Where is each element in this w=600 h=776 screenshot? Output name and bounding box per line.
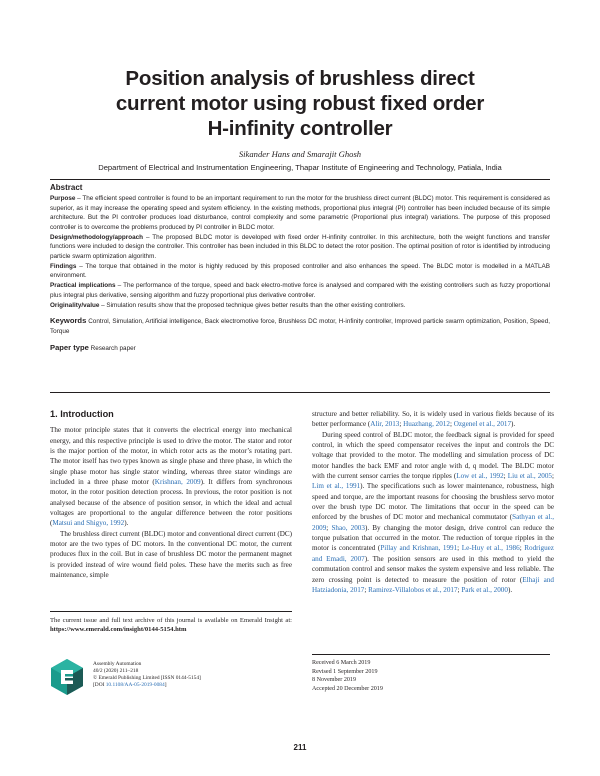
page-number: 211	[293, 743, 307, 752]
citation-link[interactable]: Shao, 2003	[331, 523, 365, 532]
sep: ;	[503, 472, 508, 481]
copyright: © Emerald Publishing Limited [ISSN 0144-5154]	[93, 675, 201, 682]
abstract-practical	[50, 281, 550, 300]
sep: ;	[552, 472, 554, 481]
journal-name: Assembly Automation	[93, 661, 142, 667]
abstract-originality	[50, 301, 550, 311]
findings-label: Findings	[50, 262, 77, 270]
design-label: Design/methodology/approach	[50, 233, 144, 241]
sep: ;	[519, 544, 525, 553]
date-received: Received 6 March 2019	[312, 660, 371, 666]
article-dates	[312, 659, 550, 693]
footnote-url-link[interactable]: https://www.emerald.com/insight/0144-5154.htm	[50, 626, 187, 634]
citation-link[interactable]: Low et al., 1992	[456, 472, 504, 481]
sep: ;	[326, 523, 332, 532]
citation-link[interactable]: Rodriguez and Emadi, 2007	[312, 544, 554, 563]
citation-link[interactable]: Alir, 2013	[370, 420, 400, 429]
right-column	[312, 409, 554, 595]
title-line-2: current motor using robust fixed order	[115, 92, 485, 115]
intro-paragraph-3	[312, 409, 554, 430]
originality-label: Originality/value	[50, 301, 100, 309]
intro-text: During speed control of BLDC motor, the feedback signal is provided for speed control, in which the speed compensator receives the input and controls the DC voltage that provided to the motor. The modelling and simulation process of DC motor handles the back EMF and rotor angle with d, q model. The BLDC motor with the current sensor carries the torque ripples (	[312, 430, 554, 481]
left-column	[50, 409, 292, 581]
journal-volume: 40/2 (2020) 211–218	[93, 668, 139, 675]
keywords-text: Control, Simulation, Artificial intelligence, Back electromotive force, Brushless DC motor, H-infinity controller, Improved particle swarm optimization, Position, Speed, Torque	[50, 318, 550, 335]
date-accepted: Accepted 20 December 2019	[312, 685, 383, 692]
footnote-rule	[50, 611, 292, 612]
sep: ;	[399, 420, 404, 429]
publication-info	[93, 661, 293, 689]
intro-text: ). It differs from synchronous motor, in the rotor position detection process. In previous, the rotor position is not analysed because of the absence of position sensor, in which the ideal and actual voltages are proportional to the angular difference between the rotor positions (	[50, 478, 292, 528]
intro-text: ). The specifications such as lower maintenance, robustness, high speed and torque, are the important reasons for choosing the brushless servo motor over the brush type DC motor. The limitations that occur in the speed can be enforced by the brushes of DC motor and mechanical commutator (	[312, 482, 554, 522]
design-text: – The proposed BLDC motor is developed with fixed order H-infinity controller. In this architecture, both the weight functions and transfer functions were included to design the controller. This controller has been included in this BLDC to detect the rotor position. The optimal position of rotor is identified by introducing particle swarm optimization algorithm.	[50, 233, 550, 260]
practical-label: Practical implications	[50, 282, 116, 289]
intro-paragraph-1	[50, 425, 292, 528]
citation-link[interactable]: Huazhang, 2012	[403, 420, 450, 429]
citation-link[interactable]: Liu et al., 2005	[507, 472, 553, 481]
practical-text: – The performance of the torque, speed and back electro-motive force is analysed and compared with the existing controllers such as fuzzy proportional plus integral plus derivative, sensing algorithm and fuzzy proportional plus derivative controller.	[50, 282, 550, 299]
abstract-purpose	[50, 194, 550, 232]
citation-link[interactable]: Elhaji and Hatziadonia, 2017	[312, 575, 554, 594]
keywords	[50, 316, 550, 336]
doi-line	[93, 682, 293, 689]
sep: ;	[457, 585, 462, 594]
originality-text: – Simulation results show that the proposed technique gives better results than the other existing controllers.	[99, 301, 406, 309]
intro-text: ).	[124, 519, 129, 528]
paper-title	[40, 66, 560, 141]
findings-text: – The torque that obtained in the motor is highly reduced by this proposed controller and also enhances the speed. The BLDC motor is modelled in a MATLAB environment.	[50, 262, 550, 279]
citation-link[interactable]: Matsui and Shigyo, 1992	[52, 519, 125, 528]
paper-type	[50, 343, 550, 352]
intro-text: ). The position sensors are used in this method to yield the commutation control and sensor makes the system expensive and less reliable. The zero crossing point is detected to measure the position of rotor (	[312, 554, 554, 584]
abstract	[50, 183, 550, 352]
sep: ;	[449, 420, 454, 429]
citation-link[interactable]: Park et al., 2000	[461, 585, 508, 594]
citation-link[interactable]: Ozgenel et al., 2017	[453, 420, 512, 429]
citation-link[interactable]: Sathyan et al., 2009	[312, 513, 554, 532]
citation-link[interactable]: Le-Huy et al., 1986	[461, 544, 520, 553]
abstract-heading: Abstract	[50, 183, 83, 192]
intro-text: ).	[511, 420, 516, 429]
intro-text: ). By changing the motor design, drive control can reduce the torque pulsation that occurred in the motor. The reduction of torque ripples in the motor is concentrated (	[312, 523, 554, 553]
footnote-text: The current issue and full text archive of this journal is available on Emerald Insight at:	[50, 617, 292, 624]
intro-text: The motor principle states that it converts the electrical energy into mechanical energy, and this respective principle is used to drive the motor. The stator and rotor is the major portion of the motor, in which rotor acts as the motor’s rotating part. The motor itself has two types known as single phase and three phase, in which the single phase motor has single stator winding, whereas three stator windings are included in a three phase motor (	[50, 426, 292, 487]
affiliation: Department of Electrical and Instrumentation Engineering, Thapar Institute of Engineering and Technology, Patiala, India	[98, 163, 502, 172]
intro-text: ).	[507, 585, 513, 594]
abstract-top-rule	[50, 179, 550, 180]
intro-text: structure and better reliability. So, it is widely used in various fields because of its better performance (	[312, 410, 554, 429]
abstract-findings	[50, 262, 550, 281]
date-revised-2: 8 November 2019	[312, 677, 357, 684]
citation-link[interactable]: Krishnan, 2009	[154, 478, 201, 487]
doi-label: [DOI	[93, 682, 106, 689]
doi-link[interactable]: 10.1108/AA-05-2019-0084	[105, 682, 165, 689]
abstract-bottom-rule	[50, 392, 550, 393]
title-line-3: H-infinity controller	[207, 117, 393, 140]
citation-link[interactable]: Pillay and Krishnan, 1991	[380, 544, 458, 553]
abstract-design	[50, 233, 550, 262]
sep: ;	[364, 585, 369, 594]
keywords-label: Keywords	[50, 316, 87, 325]
title-line-1: Position analysis of brushless direct	[125, 67, 475, 90]
paper-type-text: Research paper	[88, 345, 136, 352]
intro-paragraph-4	[312, 430, 554, 596]
citation-link[interactable]: Lim et al., 1991	[312, 482, 361, 491]
emerald-logo-icon	[50, 658, 84, 696]
authors: Sikander Hans and Smarajit Ghosh	[238, 149, 362, 159]
doi-end: ]	[164, 682, 167, 689]
sep: ;	[457, 544, 462, 553]
dates-rule	[312, 654, 550, 655]
section-heading-introduction: 1. Introduction	[50, 409, 114, 419]
citation-link[interactable]: Ramirez-Villalobos et al., 2017	[368, 585, 458, 594]
intro-paragraph-2: The brushless direct current (BLDC) motor and conventional direct current (DC) motor are the two types of DC motors. In the conventional DC motor, the current produces flux in the coil. But in case of brushless DC motor the permanent magnet is provided instead of wire wound field poles. These have the merits such as free maintenance, simple	[50, 529, 292, 580]
purpose-label: Purpose	[50, 195, 76, 202]
footnote	[50, 616, 292, 634]
purpose-text: – The efficient speed controller is found to be an important requirement to run the motor for the brushless direct current (BLDC) motor. This requirement is considered as superior, as it may increase the operating speed and system efficiency. In the existing methods, proportional plus integral (PI) controller has been included because of its simple architecture. But the PI controller produces load disturbance, control complexity and some parametric (Proportional plus integral) variations. The purpose of this proposed controller is to overcome the problems produced by PI controller in BLDC motor.	[50, 195, 550, 231]
date-revised-1: Revised 1 September 2019	[312, 668, 378, 675]
paper-type-label: Paper type	[50, 343, 89, 352]
